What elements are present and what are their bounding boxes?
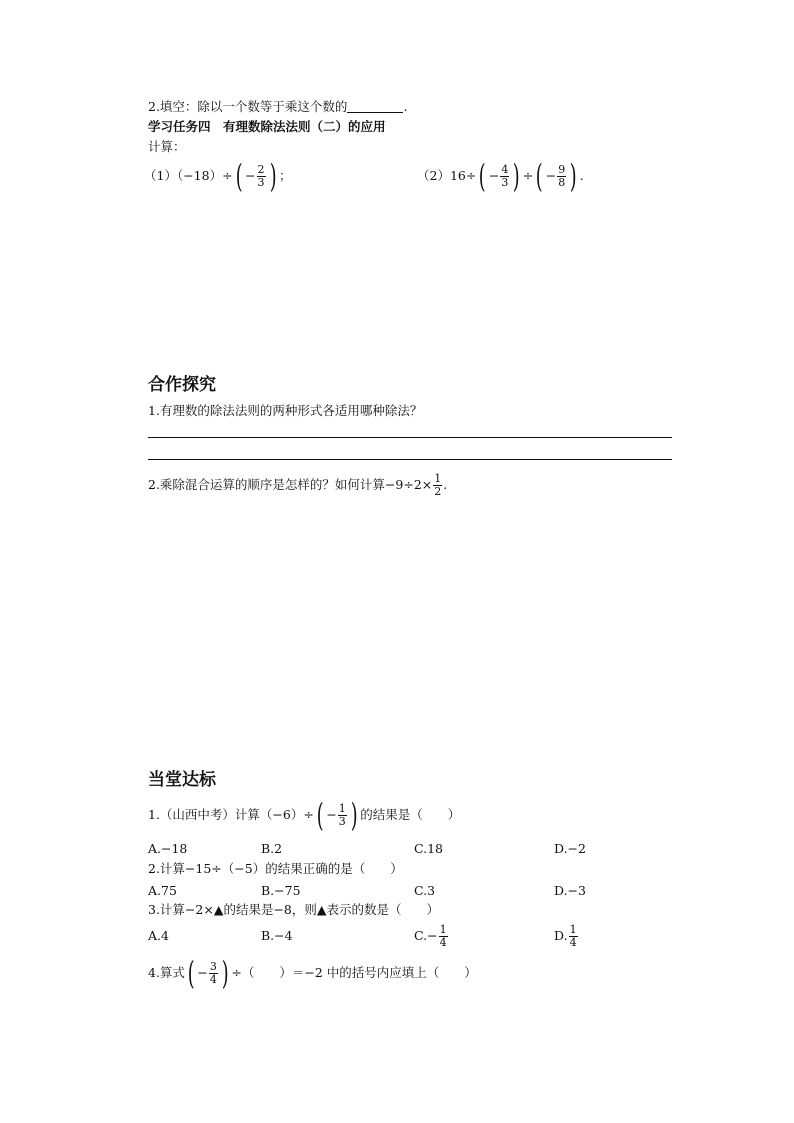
answer-line (148, 437, 672, 438)
right-paren: ) (221, 954, 229, 992)
fraction: $\frac{4}{3}$ (501, 162, 509, 189)
fraction: $\frac{1}{4}$ (569, 922, 577, 949)
fraction: $\frac{3}{4}$ (209, 959, 217, 986)
q2-option-d: D.−3 (554, 883, 586, 898)
practice-question-4: 4.算式 ( − $\frac{3}{4}$ ) ÷（ ）＝−2 中的括号内应填上（ ） (148, 954, 477, 992)
fill-blank-question: 2.填空：除以一个数等于乘这个数的 . (148, 99, 408, 114)
calc-problem-1: （1）（−18）÷ ( − $\frac{2}{3}$ ) ； (144, 157, 292, 195)
q1-option-d: D.−2 (554, 841, 586, 856)
answer-line (148, 459, 672, 460)
practice-question-3: 3.计算−2×▲的结果是−8，则▲表示的数是（ ） (148, 902, 439, 917)
practice-question-2: 2.计算−15÷（−5）的结果正确的是（ ） (148, 861, 403, 876)
q1-option-c: C.18 (414, 841, 443, 856)
cooperative-question-2: 2.乘除混合运算的顺序是怎样的？如何计算−9÷2× $\frac{1}{2}$ . (148, 471, 448, 498)
q1-option-a: A.−18 (148, 841, 188, 856)
left-paren: ( (187, 954, 195, 992)
right-paren: ) (269, 157, 277, 195)
q2-option-c: C.3 (414, 883, 436, 898)
q1-option-b: B.2 (261, 841, 283, 856)
left-paren: ( (536, 157, 543, 195)
section-title-practice: 当堂达标 (148, 770, 216, 790)
right-paren: ) (350, 796, 358, 834)
left-paren: ( (479, 157, 487, 195)
task-title: 学习任务四 有理数除法法则（二）的应用 (148, 119, 386, 134)
calc-label: 计算： (148, 139, 186, 154)
cooperative-question-1: 1.有理数的除法法则的两种形式各适用哪种除法？ (148, 403, 423, 418)
fraction: $\frac{2}{3}$ (257, 162, 265, 189)
section-title-cooperative: 合作探究 (148, 375, 216, 395)
fraction: $\frac{1}{4}$ (439, 922, 447, 949)
q3-option-d: D. $\frac{1}{4}$ (554, 922, 577, 949)
fraction: $\frac{1}{2}$ (434, 471, 442, 498)
left-paren: ( (316, 796, 324, 834)
right-paren: ) (570, 157, 577, 195)
q3-option-c: C.− $\frac{1}{4}$ (414, 922, 447, 949)
q3-option-b: B.−4 (261, 928, 293, 943)
answer-blank (347, 100, 403, 113)
fraction: $\frac{9}{8}$ (558, 162, 566, 189)
q2-option-b: B.−75 (261, 883, 301, 898)
fraction: $\frac{1}{3}$ (338, 801, 346, 828)
q3-option-a: A.4 (148, 928, 169, 943)
right-paren: ) (513, 157, 520, 195)
practice-question-1: 1.（山西中考）计算（−6）÷ ( − $\frac{1}{3}$ ) 的结果是（ ） (148, 796, 461, 834)
q2-option-a: A.75 (148, 883, 177, 898)
left-paren: ( (235, 157, 243, 195)
calc-problem-2: （2）16÷ ( − $\frac{4}{3}$ ) ÷ ( − $\frac{9}{8}$ ) . (417, 157, 584, 195)
